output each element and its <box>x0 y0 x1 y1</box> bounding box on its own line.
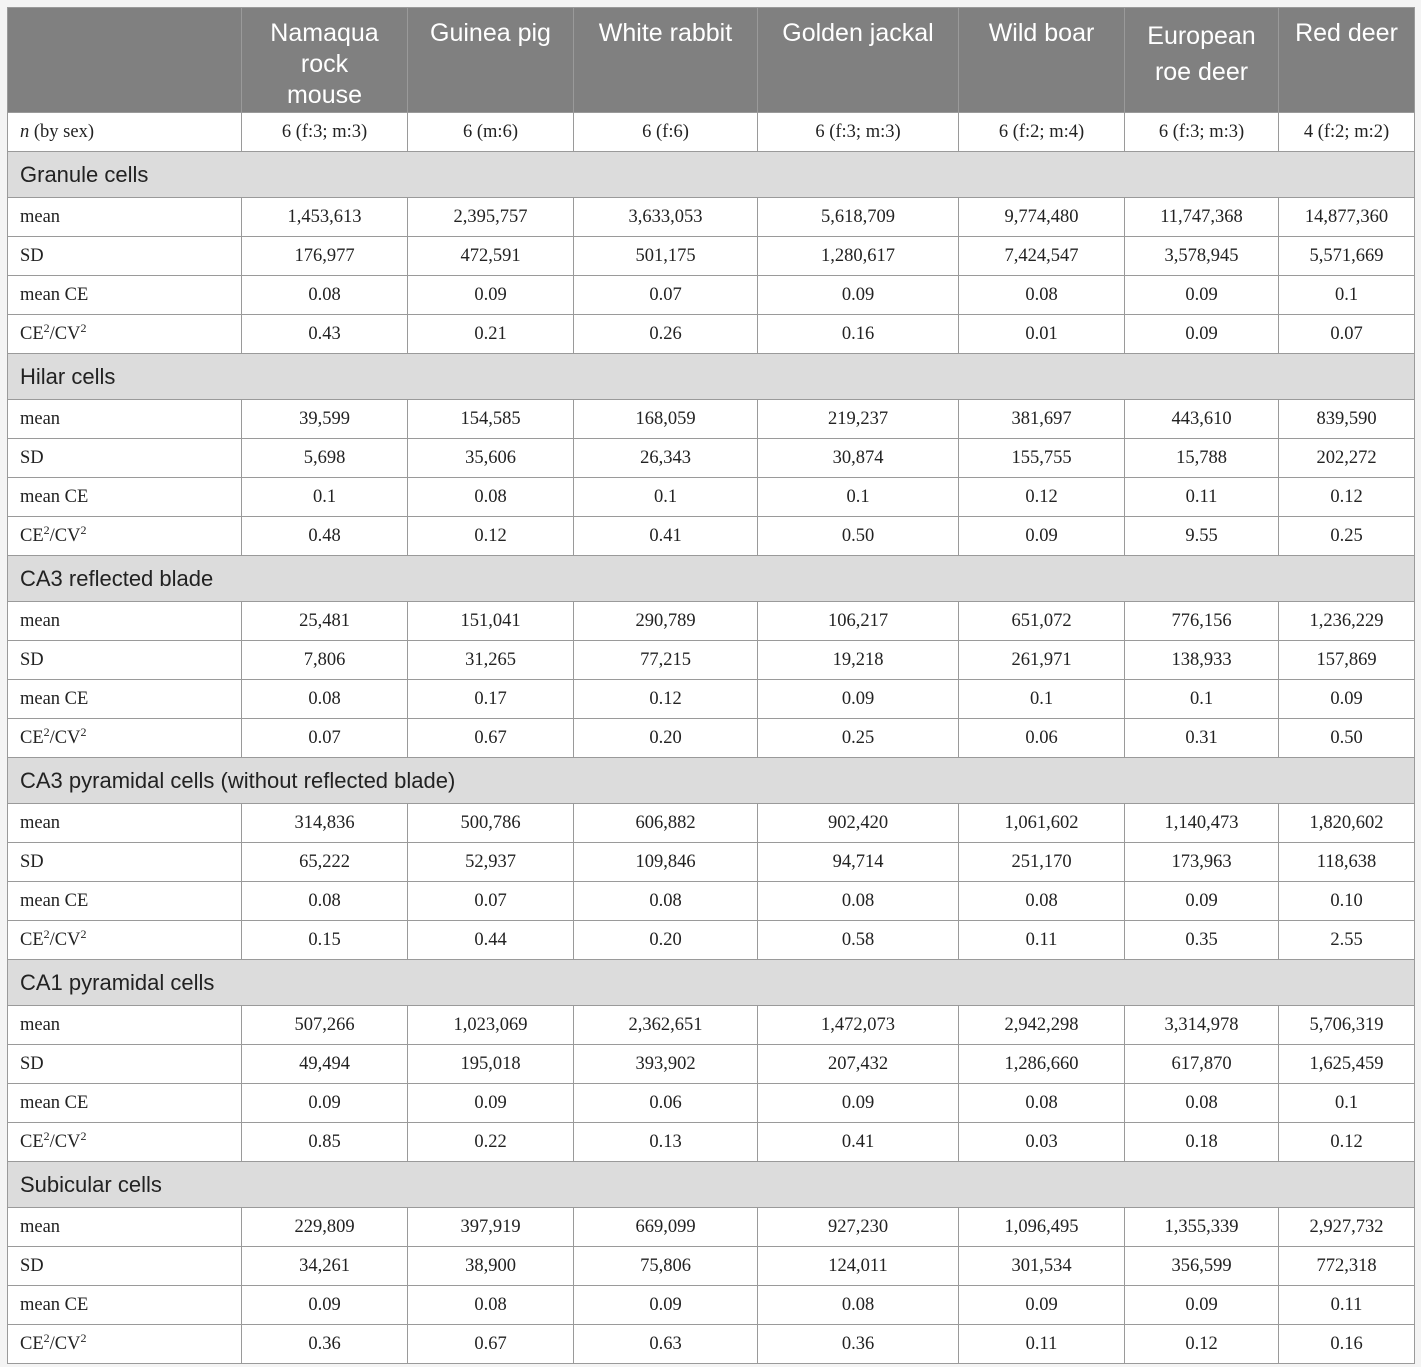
table-cell: 1,096,495 <box>959 1208 1125 1247</box>
table-cell: 0.44 <box>408 921 574 960</box>
table-cell: 77,215 <box>574 641 758 680</box>
table-cell: 207,432 <box>758 1045 959 1084</box>
table-row <box>8 1325 1415 1364</box>
table-cell: 2,927,732 <box>1279 1208 1415 1247</box>
table-cell: 6 (f:6) <box>574 113 758 152</box>
n-by-sex-row <box>8 113 1415 152</box>
table-cell: 0.06 <box>959 719 1125 758</box>
table-cell: 0.1 <box>758 478 959 517</box>
table-cell: 0.21 <box>408 315 574 354</box>
table-cell: 0.22 <box>408 1123 574 1162</box>
table-cell: 0.09 <box>1279 680 1415 719</box>
row-label: SD <box>8 237 242 276</box>
table-cell: 6 (f:2; m:4) <box>959 113 1125 152</box>
table-cell: 0.07 <box>408 882 574 921</box>
table-cell: 1,280,617 <box>758 237 959 276</box>
section-header-row <box>8 556 1415 602</box>
table-cell: 151,041 <box>408 602 574 641</box>
table-cell: 118,638 <box>1279 843 1415 882</box>
header-cell-wild-boar: Wild boar <box>959 8 1125 113</box>
table-cell: 443,610 <box>1125 400 1279 439</box>
table-cell: 251,170 <box>959 843 1125 882</box>
row-label: $CE^2/CV^2$ <box>8 1123 242 1162</box>
table-cell: 202,272 <box>1279 439 1415 478</box>
table-cell: 314,836 <box>242 804 408 843</box>
table-cell: 5,571,669 <box>1279 237 1415 276</box>
table-cell: 0.08 <box>758 1286 959 1325</box>
table-cell: 0.18 <box>1125 1123 1279 1162</box>
table-cell: 776,156 <box>1125 602 1279 641</box>
table-row <box>8 921 1415 960</box>
header-cell-red-deer: Red deer <box>1279 8 1415 113</box>
table-row <box>8 1045 1415 1084</box>
table-cell: 0.1 <box>959 680 1125 719</box>
table-row <box>8 1084 1415 1123</box>
table-cell: 25,481 <box>242 602 408 641</box>
table-cell: 472,591 <box>408 237 574 276</box>
row-label: mean <box>8 400 242 439</box>
row-label: $CE^2/CV^2$ <box>8 921 242 960</box>
table-cell: 1,820,602 <box>1279 804 1415 843</box>
table-cell: 94,714 <box>758 843 959 882</box>
table-cell: 0.09 <box>1125 276 1279 315</box>
header-cell-white-rabbit: White rabbit <box>574 8 758 113</box>
table-cell: 0.48 <box>242 517 408 556</box>
section-title: Subicular cells <box>8 1162 1415 1208</box>
table-cell: 1,625,459 <box>1279 1045 1415 1084</box>
table-cell: 772,318 <box>1279 1247 1415 1286</box>
table-cell: 176,977 <box>242 237 408 276</box>
table-cell: 0.20 <box>574 921 758 960</box>
row-label: $CE^2/CV^2$ <box>8 719 242 758</box>
table-cell: 0.06 <box>574 1084 758 1123</box>
table-cell: 0.1 <box>574 478 758 517</box>
table-cell: 839,590 <box>1279 400 1415 439</box>
row-label: mean CE <box>8 680 242 719</box>
row-label: mean <box>8 602 242 641</box>
table-cell: 6 (m:6) <box>408 113 574 152</box>
table-cell: 0.03 <box>959 1123 1125 1162</box>
table-cell: 11,747,368 <box>1125 198 1279 237</box>
table-cell: 2,395,757 <box>408 198 574 237</box>
table-cell: 2,942,298 <box>959 1006 1125 1045</box>
table-cell: 0.08 <box>242 680 408 719</box>
table-cell: 397,919 <box>408 1208 574 1247</box>
table-cell: 9,774,480 <box>959 198 1125 237</box>
table-cell: 0.09 <box>408 1084 574 1123</box>
table-cell: 0.26 <box>574 315 758 354</box>
row-label: SD <box>8 1045 242 1084</box>
table-row <box>8 1123 1415 1162</box>
table-row <box>8 237 1415 276</box>
section-title: CA3 reflected blade <box>8 556 1415 602</box>
table-cell: 0.09 <box>758 680 959 719</box>
row-label: SD <box>8 439 242 478</box>
table-cell: 6 (f:3; m:3) <box>1125 113 1279 152</box>
table-cell: 0.11 <box>959 921 1125 960</box>
table-cell: 2.55 <box>1279 921 1415 960</box>
table-row <box>8 680 1415 719</box>
table-cell: 5,698 <box>242 439 408 478</box>
table-cell: 651,072 <box>959 602 1125 641</box>
table-cell: 0.17 <box>408 680 574 719</box>
table-row <box>8 641 1415 680</box>
table-cell: 0.25 <box>758 719 959 758</box>
table-row <box>8 1286 1415 1325</box>
table-cell: 154,585 <box>408 400 574 439</box>
table-cell: 0.41 <box>574 517 758 556</box>
table-cell: 7,806 <box>242 641 408 680</box>
table-cell: 0.15 <box>242 921 408 960</box>
table-cell: 0.09 <box>959 1286 1125 1325</box>
table-cell: 1,453,613 <box>242 198 408 237</box>
table-cell: 0.31 <box>1125 719 1279 758</box>
table-cell: 0.09 <box>1125 315 1279 354</box>
table-cell: 219,237 <box>758 400 959 439</box>
table-cell: 38,900 <box>408 1247 574 1286</box>
table-row <box>8 1208 1415 1247</box>
table-cell: 2,362,651 <box>574 1006 758 1045</box>
table-row <box>8 517 1415 556</box>
table-cell: 35,606 <box>408 439 574 478</box>
table-cell: 1,286,660 <box>959 1045 1125 1084</box>
row-label: mean CE <box>8 276 242 315</box>
table-cell: 1,355,339 <box>1125 1208 1279 1247</box>
table-cell: 0.12 <box>1279 1123 1415 1162</box>
section-header-row <box>8 354 1415 400</box>
table-cell: 356,599 <box>1125 1247 1279 1286</box>
table-cell: 1,023,069 <box>408 1006 574 1045</box>
table-cell: 669,099 <box>574 1208 758 1247</box>
table-cell: 31,265 <box>408 641 574 680</box>
table-cell: 0.11 <box>1279 1286 1415 1325</box>
table-cell: 6 (f:3; m:3) <box>242 113 408 152</box>
table-cell: 0.08 <box>242 882 408 921</box>
table-cell: 168,059 <box>574 400 758 439</box>
table-cell: 0.12 <box>959 478 1125 517</box>
table-cell: 157,869 <box>1279 641 1415 680</box>
table-cell: 0.08 <box>959 882 1125 921</box>
table-cell: 3,633,053 <box>574 198 758 237</box>
table-row <box>8 439 1415 478</box>
table-row <box>8 602 1415 641</box>
table-cell: 261,971 <box>959 641 1125 680</box>
cell-count-table <box>7 7 1415 1364</box>
table-cell: 606,882 <box>574 804 758 843</box>
table-row <box>8 315 1415 354</box>
table-cell: 138,933 <box>1125 641 1279 680</box>
table-cell: 19,218 <box>758 641 959 680</box>
table-cell: 0.01 <box>959 315 1125 354</box>
table-cell: 617,870 <box>1125 1045 1279 1084</box>
table-cell: 0.12 <box>574 680 758 719</box>
table-cell: 0.25 <box>1279 517 1415 556</box>
section-title: CA1 pyramidal cells <box>8 960 1415 1006</box>
table-cell: 65,222 <box>242 843 408 882</box>
table-cell: 0.09 <box>574 1286 758 1325</box>
table-cell: 0.07 <box>1279 315 1415 354</box>
table-cell: 75,806 <box>574 1247 758 1286</box>
table-cell: 0.67 <box>408 719 574 758</box>
table-row <box>8 719 1415 758</box>
table-cell: 106,217 <box>758 602 959 641</box>
table-cell: 0.09 <box>758 276 959 315</box>
table-row <box>8 843 1415 882</box>
table-cell: 0.08 <box>408 478 574 517</box>
table-cell: 0.09 <box>242 1286 408 1325</box>
table-cell: 173,963 <box>1125 843 1279 882</box>
table-row <box>8 1006 1415 1045</box>
header-cell-guinea-pig: Guinea pig <box>408 8 574 113</box>
table-cell: 0.16 <box>1279 1325 1415 1364</box>
row-label: mean CE <box>8 478 242 517</box>
section-title: Granule cells <box>8 152 1415 198</box>
table-cell: 14,877,360 <box>1279 198 1415 237</box>
table-cell: 6 (f:3; m:3) <box>758 113 959 152</box>
section-title: CA3 pyramidal cells (without reflected blade) <box>8 758 1415 804</box>
table-cell: 0.08 <box>408 1286 574 1325</box>
table-cell: 500,786 <box>408 804 574 843</box>
row-label: mean CE <box>8 882 242 921</box>
table-cell: 0.12 <box>1125 1325 1279 1364</box>
row-label: mean CE <box>8 1286 242 1325</box>
table-cell: 1,140,473 <box>1125 804 1279 843</box>
table-cell: 0.36 <box>242 1325 408 1364</box>
table-cell: 0.13 <box>574 1123 758 1162</box>
table-cell: 1,236,229 <box>1279 602 1415 641</box>
table-cell: 26,343 <box>574 439 758 478</box>
table-cell: 1,061,602 <box>959 804 1125 843</box>
table-body <box>8 113 1415 1364</box>
table-cell: 290,789 <box>574 602 758 641</box>
row-label: mean <box>8 1208 242 1247</box>
table-cell: 15,788 <box>1125 439 1279 478</box>
table-cell: 0.36 <box>758 1325 959 1364</box>
table-cell: 0.12 <box>1279 478 1415 517</box>
table-cell: 0.1 <box>1279 276 1415 315</box>
table-row <box>8 478 1415 517</box>
n-label-rest: (by sex) <box>29 121 94 142</box>
table-cell: 381,697 <box>959 400 1125 439</box>
table-cell: 0.67 <box>408 1325 574 1364</box>
table-cell: 155,755 <box>959 439 1125 478</box>
section-title: Hilar cells <box>8 354 1415 400</box>
table-cell: 3,578,945 <box>1125 237 1279 276</box>
table-cell: 0.50 <box>758 517 959 556</box>
table-row <box>8 1247 1415 1286</box>
table-cell: 0.1 <box>1125 680 1279 719</box>
row-label: SD <box>8 843 242 882</box>
row-label: mean CE <box>8 1084 242 1123</box>
table-cell: 39,599 <box>242 400 408 439</box>
table-cell: 0.1 <box>242 478 408 517</box>
table-cell: 195,018 <box>408 1045 574 1084</box>
header-cell-namaqua-rock-mouse: Namaqua rock mouse <box>242 8 408 113</box>
row-label: SD <box>8 1247 242 1286</box>
header-row <box>8 8 1415 113</box>
table-cell: 0.07 <box>242 719 408 758</box>
table-cell: 0.63 <box>574 1325 758 1364</box>
table-cell: 0.58 <box>758 921 959 960</box>
table-cell: 7,424,547 <box>959 237 1125 276</box>
table-cell: 0.09 <box>1125 882 1279 921</box>
table-row <box>8 400 1415 439</box>
table-row <box>8 804 1415 843</box>
table-cell: 0.16 <box>758 315 959 354</box>
n-symbol: n <box>20 121 30 142</box>
table-cell: 0.08 <box>758 882 959 921</box>
table-cell: 0.41 <box>758 1123 959 1162</box>
table-cell: 0.08 <box>959 276 1125 315</box>
table-cell: 109,846 <box>574 843 758 882</box>
table-cell: 0.11 <box>1125 478 1279 517</box>
table-cell: 0.12 <box>408 517 574 556</box>
table-cell: 902,420 <box>758 804 959 843</box>
table-cell: 0.50 <box>1279 719 1415 758</box>
table-cell: 0.43 <box>242 315 408 354</box>
table-cell: 0.09 <box>242 1084 408 1123</box>
table-cell: 0.08 <box>1125 1084 1279 1123</box>
section-header-row <box>8 152 1415 198</box>
section-header-row <box>8 960 1415 1006</box>
table-cell: 30,874 <box>758 439 959 478</box>
table-cell: 49,494 <box>242 1045 408 1084</box>
section-header-row <box>8 758 1415 804</box>
table-cell: 5,706,319 <box>1279 1006 1415 1045</box>
table-cell: 0.10 <box>1279 882 1415 921</box>
table-row <box>8 276 1415 315</box>
table-cell: 507,266 <box>242 1006 408 1045</box>
row-label: mean <box>8 198 242 237</box>
table-cell: 927,230 <box>758 1208 959 1247</box>
table-cell: 301,534 <box>959 1247 1125 1286</box>
table-cell: 0.1 <box>1279 1084 1415 1123</box>
table-cell: 0.09 <box>758 1084 959 1123</box>
row-label: mean <box>8 804 242 843</box>
table-cell: 4 (f:2; m:2) <box>1279 113 1415 152</box>
table-cell: 3,314,978 <box>1125 1006 1279 1045</box>
header-cell-golden-jackal: Golden jackal <box>758 8 959 113</box>
table-cell: 0.85 <box>242 1123 408 1162</box>
table-cell: 0.09 <box>959 517 1125 556</box>
table-cell: 124,011 <box>758 1247 959 1286</box>
table-cell: 34,261 <box>242 1247 408 1286</box>
table-cell: 52,937 <box>408 843 574 882</box>
row-label: $CE^2/CV^2$ <box>8 517 242 556</box>
table-cell: 501,175 <box>574 237 758 276</box>
header-cell-empty <box>8 8 242 113</box>
row-label: SD <box>8 641 242 680</box>
table-cell: 0.08 <box>959 1084 1125 1123</box>
table-cell: 0.07 <box>574 276 758 315</box>
table-row <box>8 882 1415 921</box>
row-label <box>8 113 242 152</box>
table-cell: 393,902 <box>574 1045 758 1084</box>
row-label: $CE^2/CV^2$ <box>8 315 242 354</box>
table-cell: 0.09 <box>408 276 574 315</box>
table-cell: 229,809 <box>242 1208 408 1247</box>
section-header-row <box>8 1162 1415 1208</box>
row-label: $CE^2/CV^2$ <box>8 1325 242 1364</box>
table-cell: 0.08 <box>574 882 758 921</box>
table-cell: 0.08 <box>242 276 408 315</box>
table-cell: 1,472,073 <box>758 1006 959 1045</box>
table-cell: 9.55 <box>1125 517 1279 556</box>
table-cell: 0.35 <box>1125 921 1279 960</box>
header-cell-european-roe-deer: European roe deer <box>1125 8 1279 113</box>
row-label: mean <box>8 1006 242 1045</box>
table-cell: 0.20 <box>574 719 758 758</box>
table-row <box>8 198 1415 237</box>
table-cell: 0.09 <box>1125 1286 1279 1325</box>
table-cell: 5,618,709 <box>758 198 959 237</box>
table-cell: 0.11 <box>959 1325 1125 1364</box>
